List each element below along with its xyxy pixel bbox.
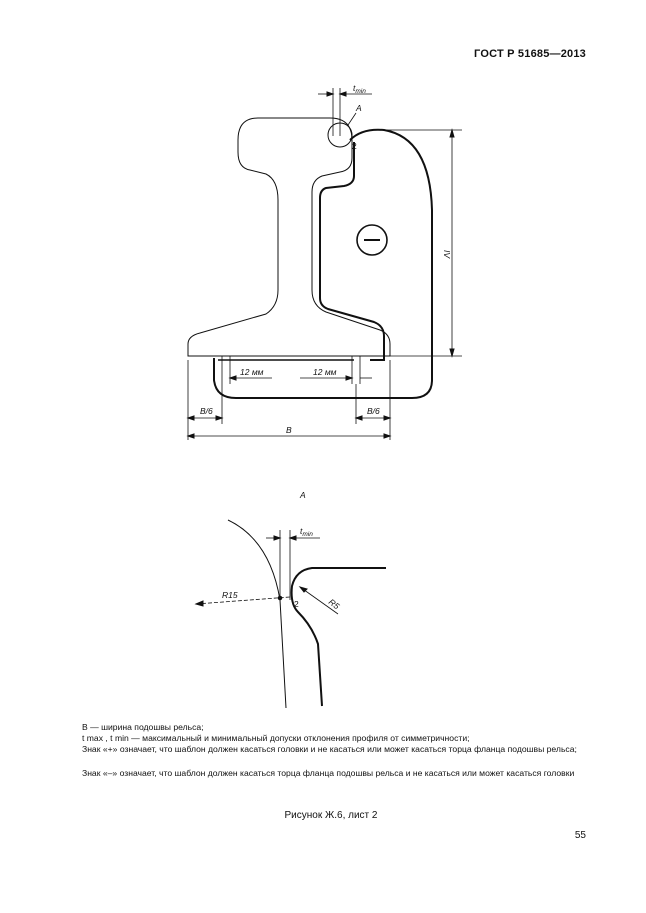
figure-notes xyxy=(82,722,592,779)
r5-label: R5 xyxy=(326,596,342,612)
detail-a-label: A xyxy=(356,103,362,113)
rail-head-arc xyxy=(228,520,286,708)
notes-spacer xyxy=(82,756,592,768)
point-2-label-top: 2 xyxy=(352,141,357,151)
dim-iv-label: IV xyxy=(442,250,452,259)
dim-12mm-left-label: 12 мм xyxy=(240,367,264,377)
dim-b-label: B xyxy=(286,425,292,435)
dim-b6-left-label: B/6 xyxy=(200,406,213,416)
note-line-2: t max , t min — максимальный и минимальный допуски отклонения профиля от симметричности; xyxy=(82,733,470,744)
dim-b6-right-label: B/6 xyxy=(367,406,380,416)
t-min-label-detail: $t_{min}$ xyxy=(300,526,313,538)
dim-12mm-right-label: 12 мм xyxy=(313,367,337,377)
template-outline xyxy=(214,130,432,398)
r15-label: R15 xyxy=(222,590,238,600)
note-line-4: Знак «–» означает, что шаблон должен касаться торца фланца подошвы рельса и не касаться или может касаться головки xyxy=(82,767,575,778)
figure-caption: Рисунок Ж.6, лист 2 xyxy=(284,810,378,821)
rail-template-figure xyxy=(188,88,462,440)
rail-profile xyxy=(188,118,390,356)
detail-a-title: A xyxy=(300,490,306,500)
detail-a-figure xyxy=(196,520,386,708)
page-number: 55 xyxy=(574,830,586,841)
point-2-label-detail: 2 xyxy=(294,599,299,609)
note-line-3: Знак «+» означает, что шаблон должен касаться головки и не касаться или может касаться торца фланца подошвы рельса; xyxy=(82,744,577,755)
t-min-label-top: $t_{min}$ xyxy=(353,83,366,95)
standard-header: ГОСТ Р 51685—2013 xyxy=(474,48,586,60)
note-line-1: B — ширина подошвы рельса; xyxy=(82,722,204,732)
